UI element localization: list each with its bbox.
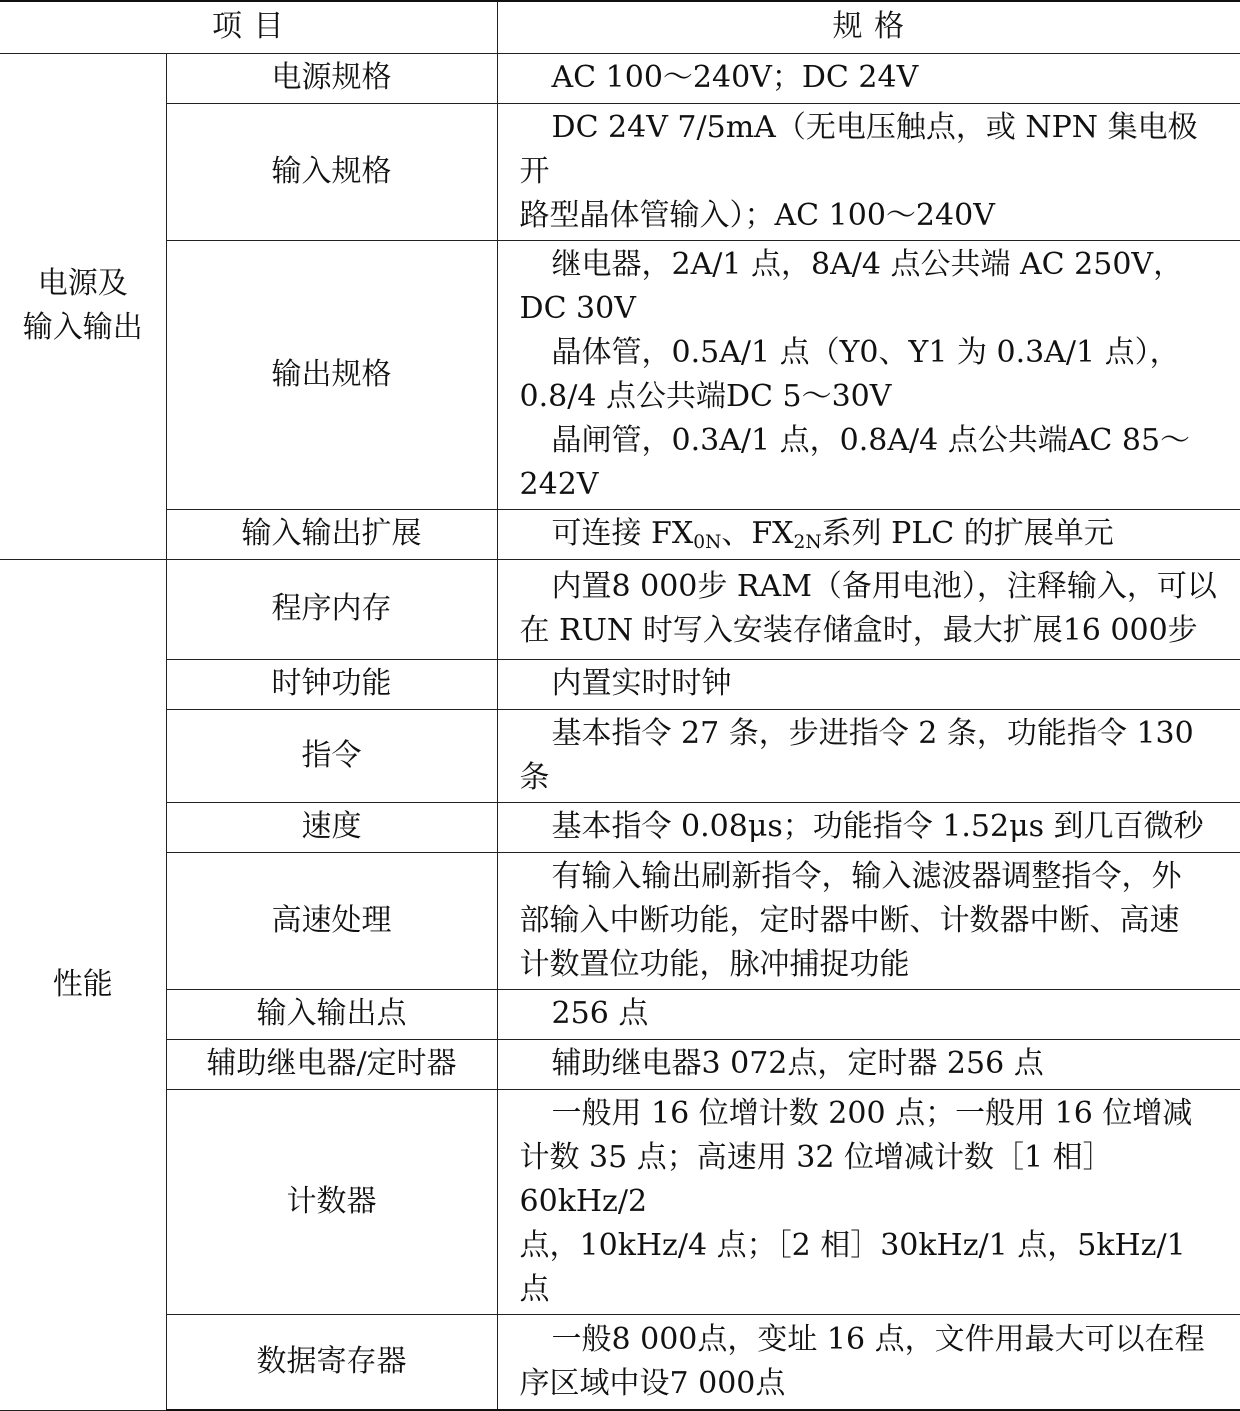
table-row	[0, 240, 1240, 509]
spec-value	[497, 1089, 1240, 1314]
spec-segment: 、FX	[721, 516, 794, 551]
spec-paragraph	[520, 512, 1223, 556]
item-name: 时钟功能	[166, 659, 497, 709]
spec-value	[497, 559, 1240, 659]
item-name: 输出规格	[166, 240, 497, 509]
item-name: 程序内存	[166, 559, 497, 659]
spec-segment: 可连接 FX	[551, 516, 694, 551]
spec-value	[497, 240, 1240, 509]
spec-value	[497, 659, 1240, 709]
subscript-text: 0N	[693, 532, 722, 554]
item-name: 指令	[166, 709, 497, 802]
item-name: 速度	[166, 802, 497, 852]
table-row	[0, 1039, 1240, 1089]
spec-value	[497, 709, 1240, 802]
spec-segment: 系列 PLC 的扩展单元	[821, 516, 1114, 551]
spec-paragraph: 继电器，2A/1 点，8A/4 点公共端 AC 250V， DC 30V	[519, 246, 1184, 326]
table-row	[0, 802, 1240, 852]
spec-value	[497, 1039, 1240, 1089]
spec-value	[497, 802, 1240, 852]
table-row	[0, 509, 1240, 559]
group-label: 电源及 输入输出	[0, 53, 166, 559]
item-name: 数据寄存器	[166, 1314, 497, 1410]
table-row	[0, 659, 1240, 709]
table-row	[0, 559, 1240, 659]
spec-paragraph: 晶闸管，0.3A/1 点，0.8A/4 点公共端AC 85～242V	[519, 422, 1191, 502]
spec-paragraph: 内置实时时钟	[551, 666, 732, 701]
spec-value	[497, 1314, 1240, 1410]
item-name: 电源规格	[166, 53, 497, 103]
table-row	[0, 1314, 1240, 1410]
spec-paragraph: 一般用 16 位增计数 200 点；一般用 16 位增减 计数 35 点；高速用 32 位增减计数［1 相］60kHz/2 点，10kHz/4 点；［2 相］30kHz/1 点，5kHz/1 点	[519, 1095, 1193, 1307]
spec-paragraph: 有输入输出刷新指令，输入滤波器调整指令，外 部输入中断功能，定时器中断、计数器中断、高速 计数置位功能，脉冲捕捉功能	[519, 858, 1182, 982]
table-row	[0, 989, 1240, 1039]
item-name: 计数器	[166, 1089, 497, 1314]
spec-paragraph: AC 100～240V；DC 24V	[551, 60, 919, 95]
item-name: 辅助继电器/定时器	[166, 1039, 497, 1089]
spec-paragraph: DC 24V 7/5mA（无电压触点，或 NPN 集电极开 路型晶体管输入）；AC 100～240V	[519, 109, 1198, 233]
table-row	[0, 709, 1240, 802]
spec-paragraph: 内置8 000步 RAM（备用电池），注释输入，可以 在 RUN 时写入安装存储盒时，最大扩展16 000步	[519, 569, 1217, 648]
subscript-text: 2N	[793, 532, 822, 554]
spec-paragraph: 基本指令 0.08μs；功能指令 1.52μs 到几百微秒	[551, 809, 1204, 844]
spec-paragraph: 基本指令 27 条，步进指令 2 条，功能指令 130 条	[519, 715, 1194, 795]
table-row	[0, 103, 1240, 240]
item-name: 高速处理	[166, 852, 497, 989]
table-row	[0, 852, 1240, 989]
spec-value	[497, 852, 1240, 989]
spec-paragraph: 一般8 000点，变址 16 点，文件用最大可以在程 序区域中设7 000点	[519, 1321, 1205, 1401]
header-row	[0, 1, 1240, 53]
table-row	[0, 53, 1240, 103]
group-label: 性能	[0, 559, 166, 1410]
spec-value	[497, 989, 1240, 1039]
spec-table-body	[0, 1, 1240, 1410]
spec-value	[497, 509, 1240, 559]
header-spec: 规 格	[497, 1, 1240, 53]
spec-paragraph: 256 点	[551, 996, 649, 1031]
spec-value	[497, 53, 1240, 103]
item-name: 输入规格	[166, 103, 497, 240]
spec-paragraph: 晶体管，0.5A/1 点（Y0、Y1 为 0.3A/1 点）， 0.8/4 点公共端DC 5～30V	[519, 334, 1180, 414]
item-name: 输入输出点	[166, 989, 497, 1039]
table-row	[0, 1089, 1240, 1314]
spec-paragraph: 辅助继电器3 072点，定时器 256 点	[551, 1046, 1044, 1081]
item-name: 输入输出扩展	[166, 509, 497, 559]
spec-value	[497, 103, 1240, 240]
header-item: 项 目	[0, 1, 497, 53]
